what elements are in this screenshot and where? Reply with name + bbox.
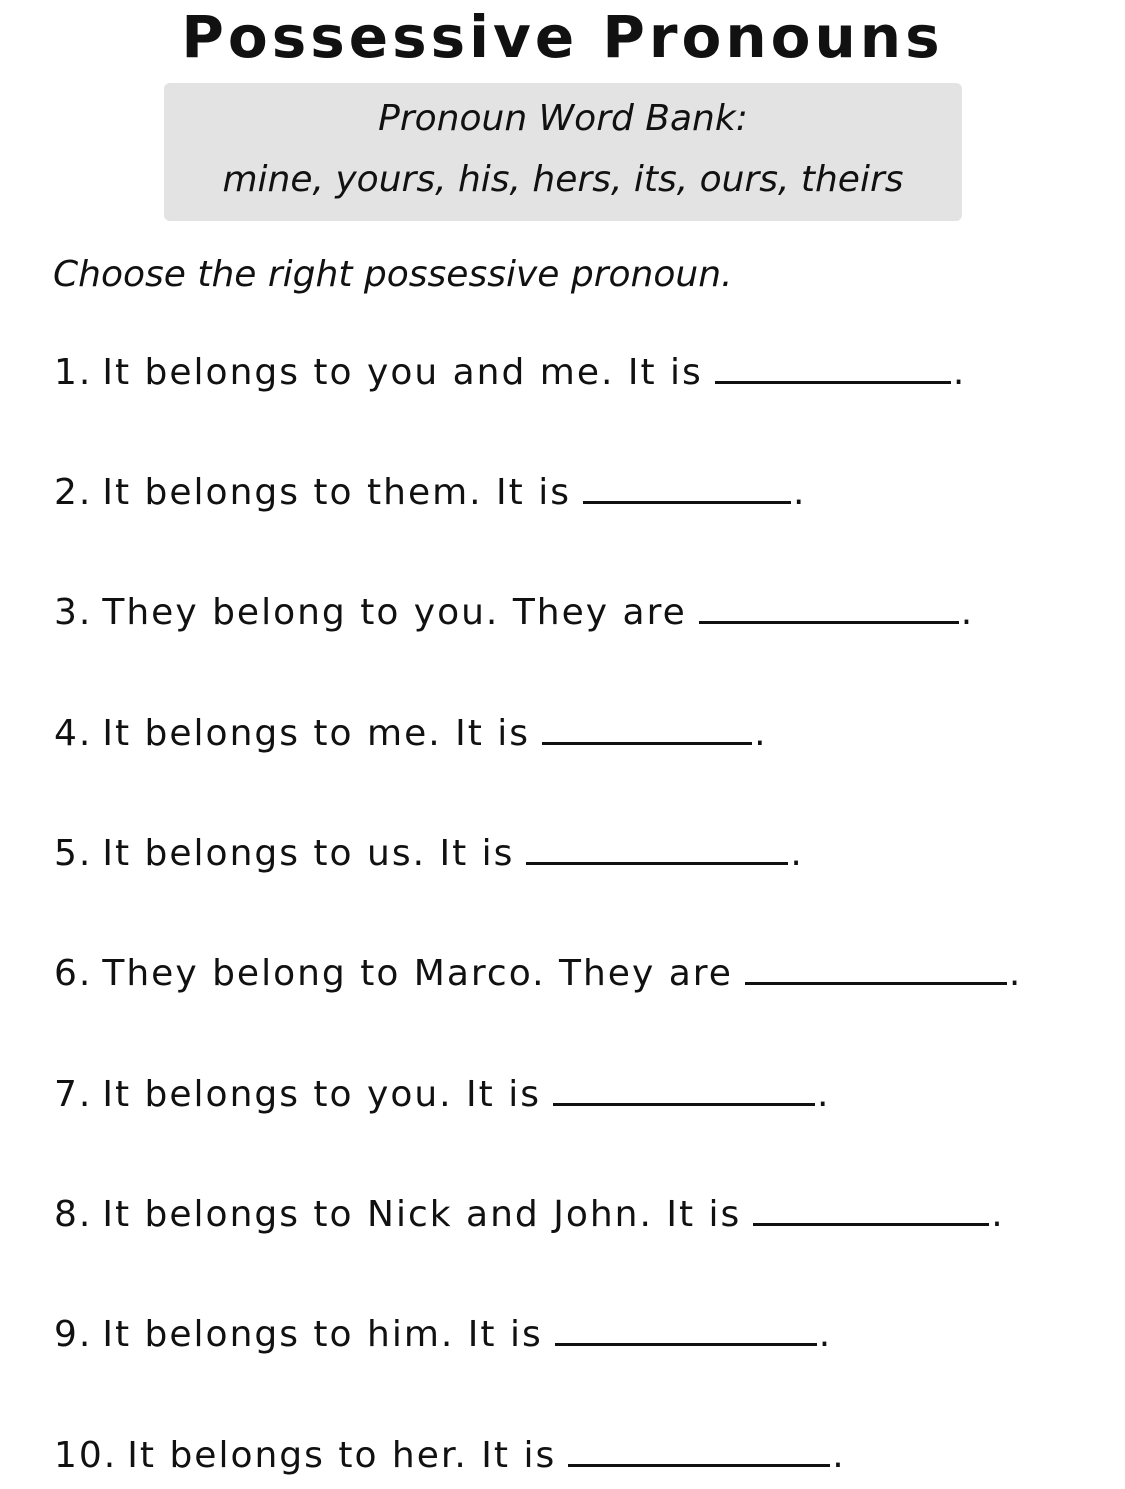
question-end: . — [818, 1314, 833, 1355]
worksheet-title: Possessive Pronouns — [181, 3, 944, 71]
answer-blank[interactable] — [553, 1073, 815, 1106]
question-text: It belongs to you and me. It is — [102, 352, 703, 393]
question-4 — [54, 709, 768, 759]
question-text: It belongs to us. It is — [102, 833, 515, 874]
question-end: . — [991, 1194, 1005, 1235]
question-end: . — [792, 472, 807, 513]
question-number: 7. — [54, 1074, 93, 1115]
question-number: 8. — [54, 1194, 93, 1235]
question-number: 4. — [54, 713, 93, 754]
answer-blank[interactable] — [568, 1434, 830, 1467]
question-number: 1. — [54, 352, 93, 393]
word-bank-box — [164, 83, 962, 221]
answer-blank[interactable] — [583, 471, 791, 504]
question-1 — [54, 348, 966, 398]
answer-blank[interactable] — [715, 351, 951, 384]
question-end: . — [832, 1435, 846, 1476]
answer-blank[interactable] — [699, 591, 959, 624]
question-end: . — [790, 833, 804, 874]
question-3 — [54, 588, 974, 638]
question-number: 6. — [54, 953, 93, 994]
question-end: . — [1008, 953, 1023, 994]
question-end: . — [816, 1074, 831, 1115]
question-number: 3. — [54, 592, 93, 633]
answer-blank[interactable] — [526, 832, 788, 865]
word-bank-heading: Pronoun Word Bank: — [378, 98, 748, 139]
question-7 — [54, 1070, 830, 1120]
question-end: . — [952, 352, 967, 393]
question-6 — [54, 949, 1022, 999]
question-2 — [54, 468, 806, 518]
question-text: It belongs to me. It is — [102, 713, 531, 754]
answer-blank[interactable] — [555, 1313, 817, 1346]
question-text: It belongs to you. It is — [102, 1074, 541, 1115]
question-text: They belong to you. They are — [102, 592, 687, 633]
word-bank-words: mine, yours, his, hers, its, ours, theirs — [222, 159, 904, 200]
question-number: 2. — [54, 472, 93, 513]
question-text: It belongs to him. It is — [102, 1314, 543, 1355]
question-text: It belongs to her. It is — [127, 1435, 557, 1476]
question-number: 10. — [54, 1435, 118, 1476]
answer-blank[interactable] — [542, 712, 752, 745]
question-8 — [54, 1190, 1005, 1240]
question-text: It belongs to Nick and John. It is — [102, 1194, 742, 1235]
question-number: 5. — [54, 833, 93, 874]
question-end: . — [960, 592, 975, 633]
question-number: 9. — [54, 1314, 93, 1355]
question-10 — [54, 1431, 846, 1481]
instructions: Choose the right possessive pronoun. — [53, 254, 733, 295]
answer-blank[interactable] — [753, 1193, 989, 1226]
question-9 — [54, 1310, 832, 1360]
question-end: . — [754, 713, 768, 754]
question-text: It belongs to them. It is — [102, 472, 571, 513]
question-text: They belong to Marco. They are — [102, 953, 733, 994]
answer-blank[interactable] — [745, 952, 1007, 985]
question-5 — [54, 829, 804, 879]
